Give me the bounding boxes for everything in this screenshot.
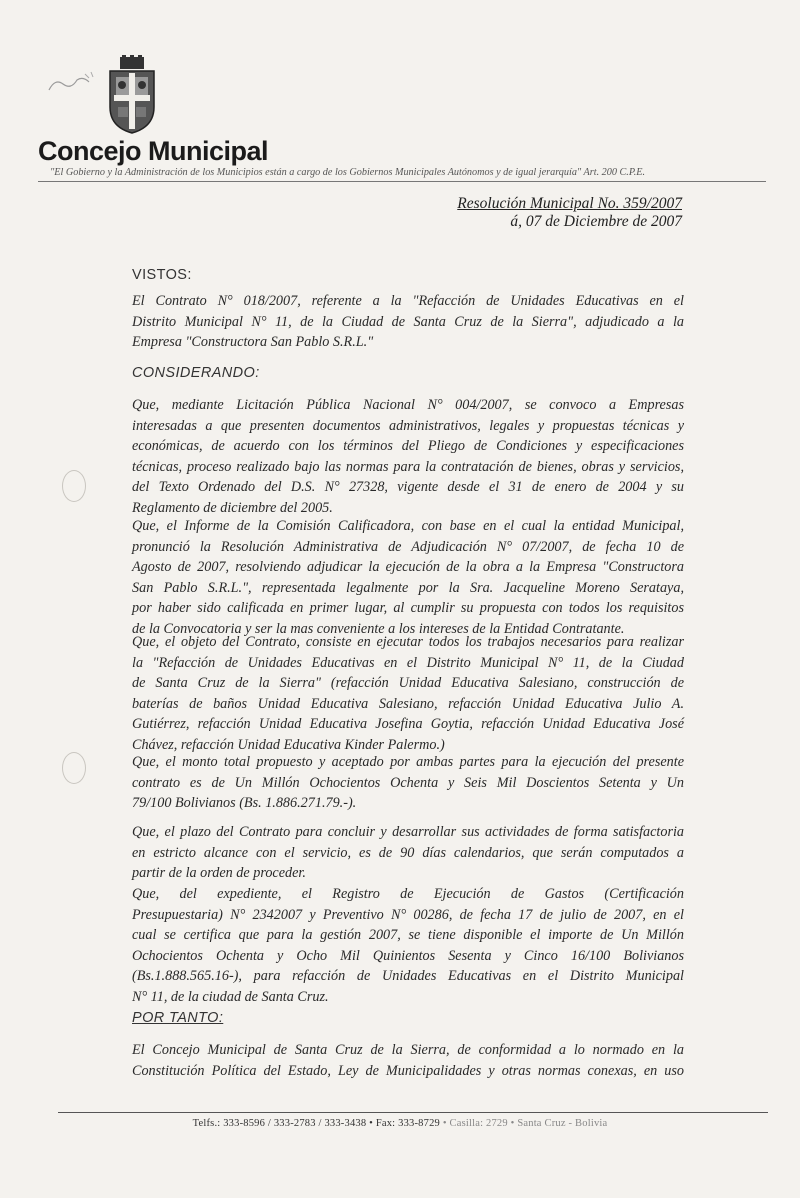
paragraph-line: San Pablo S.R.L.", representada legalmente por la Sra. Jacqueline Moreno Serataya, <box>132 579 684 596</box>
paragraph-line: contrato es de Un Millón Ochocientos Ochenta y Seis Mil Doscientos Setenta y Un <box>132 774 684 791</box>
footer-divider <box>58 1112 768 1113</box>
paragraph-line: 79/100 Bolivianos (Bs. 1.886.271.79.-). <box>132 795 357 812</box>
paragraph-line: Agosto de 2007, resolviendo adjudicar la ejecución de la obra a la Empresa "Constructora <box>132 559 684 576</box>
paragraph-line: Reglamento de diciembre del 2005. <box>132 499 333 516</box>
vistos-line: El Contrato N° 018/2007, referente a la "Refacción de Unidades Educativas en el <box>132 293 684 309</box>
paragraph-line: de Santa Cruz de la Sierra" (refacción Unidad Educativa Salesiano, construcción de <box>132 675 684 692</box>
paragraph-line: N° 11, de la ciudad de Santa Cruz. <box>132 988 329 1005</box>
municipal-crest-icon <box>108 55 156 135</box>
paragraph-line: baterías de baños Unidad Educativa Salesiano, refacción Unidad Educativa Julio A. <box>132 695 684 712</box>
paragraph-line: partir de la orden de proceder. <box>132 865 306 882</box>
footer-contacts: Telfs.: 333-8596 / 333-2783 / 333-3438 • Fax: 333-8729 <box>192 1118 440 1129</box>
paragraph-line: por haber sido calificada en primer lugar, al cumplir su propuesta con todos los requisitos <box>132 600 684 617</box>
paragraph-line: Que, mediante Licitación Pública Nacional N° 004/2007, se convoco a Empresas <box>132 397 684 413</box>
paragraph-line: técnicas, proceso realizado bajo las normas para la contratación de bienes, obras y servicios, <box>132 458 684 475</box>
paragraph-line: del Texto Ordenado del D.S. N° 27328, vigente desde el 31 de enero de 2004 y su <box>132 479 684 496</box>
considerando-paragraph-2 <box>132 516 684 640</box>
paragraph-line: Que, el monto total propuesto y aceptado por ambas partes para la ejecución del presente <box>132 754 684 770</box>
considerando-paragraph-6 <box>132 884 684 1008</box>
paragraph-line: Chávez, refacción Unidad Educativa Kinder Palermo.) <box>132 736 445 753</box>
paragraph-line: Que, el plazo del Contrato para concluir y desarrollar sus actividades de forma satisfactoria <box>132 824 684 840</box>
paragraph-line: en estricto alcance con el servicio, es de 90 días calendarios, que serán computados a <box>132 844 684 861</box>
paragraph-line: Que, del expediente, el Registro de Ejecución de Gastos (Certificación <box>132 886 684 902</box>
footer <box>0 1118 800 1129</box>
paragraph-line: Que, el objeto del Contrato, consiste en ejecutar todos los trabajos necesarios para realizar <box>132 634 684 650</box>
vistos-paragraph <box>132 291 684 353</box>
paragraph-line: de la Convocatoria y ser la mas conveniente a los intereses de la Entidad Contratante. <box>132 620 625 637</box>
punch-hole <box>62 470 86 502</box>
footer-address: • Casilla: 2729 • Santa Cruz - Bolivia <box>442 1118 608 1129</box>
considerando-paragraph-4 <box>132 752 684 814</box>
considerando-paragraph-3 <box>132 632 684 756</box>
paragraph-line: Constitución Política del Estado, Ley de Municipalidades y otras normas conexas, en uso <box>132 1062 684 1079</box>
considerando-paragraph-1 <box>132 395 684 519</box>
paragraph-line: Que, el Informe de la Comisión Calificadora, con base en el cual la entidad Municipal, <box>132 518 684 534</box>
paragraph-line: (Bs.1.888.565.16-), para refacción de Unidades Educativas en el Distrito Municipal <box>132 968 684 985</box>
organization-name: Concejo Municipal <box>38 136 269 166</box>
vistos-line: Distrito Municipal N° 11, de la Ciudad de Santa Cruz de la Sierra", adjudicado a la <box>132 313 684 330</box>
paragraph-line: cual se certifica que para la gestión 2007, se tiene disponible el importe de Un Millón <box>132 927 684 944</box>
header-divider <box>38 181 766 182</box>
paragraph-line: la "Refacción de Unidades Educativas en el Distrito Municipal N° 11, de la Ciudad <box>132 654 684 671</box>
header-motto: "El Gobierno y la Administración de los Municipios están a cargo de los Gobiernos Municipales Autónomos y de igual jerarquía" Art. 200 C.P.E. <box>50 167 646 178</box>
resolution-number: Resolución Municipal No. 359/2007 <box>457 195 682 212</box>
portanto-heading: POR TANTO: <box>132 1010 224 1026</box>
paragraph-line: interesadas a que presenten documentos administrativos, legales y propuestas técnicas y <box>132 417 684 434</box>
punch-hole <box>62 752 86 784</box>
portanto-paragraph <box>132 1040 684 1081</box>
ink-mark <box>45 70 105 94</box>
resolution-date: á, 07 de Diciembre de 2007 <box>510 213 682 230</box>
vistos-line: Empresa "Constructora San Pablo S.R.L." <box>132 334 374 351</box>
paragraph-line: El Concejo Municipal de Santa Cruz de la Sierra, de conformidad a lo normado en la <box>132 1042 684 1058</box>
paragraph-line: Ochocientos Ochenta y Ocho Mil Quinientos Sesenta y Cinco 16/100 Bolivianos <box>132 947 684 964</box>
paragraph-line: Gutiérrez, refacción Unidad Educativa Josefina Goytia, refacción Unidad Educativa José <box>132 716 684 733</box>
considerando-heading: CONSIDERANDO: <box>132 365 260 381</box>
paragraph-line: pronunció la Resolución Administrativa de Adjudicación N° 07/2007, de fecha 10 de <box>132 538 684 555</box>
paragraph-line: económicas, de acuerdo con los términos del Pliego de Condiciones y especificaciones <box>132 438 684 455</box>
considerando-paragraph-5 <box>132 822 684 884</box>
vistos-heading: VISTOS: <box>132 267 192 283</box>
paragraph-line: Presupuestaria) N° 2342007 y Preventivo N° 00286, de fecha 17 de julio de 2007, en el <box>132 906 684 923</box>
